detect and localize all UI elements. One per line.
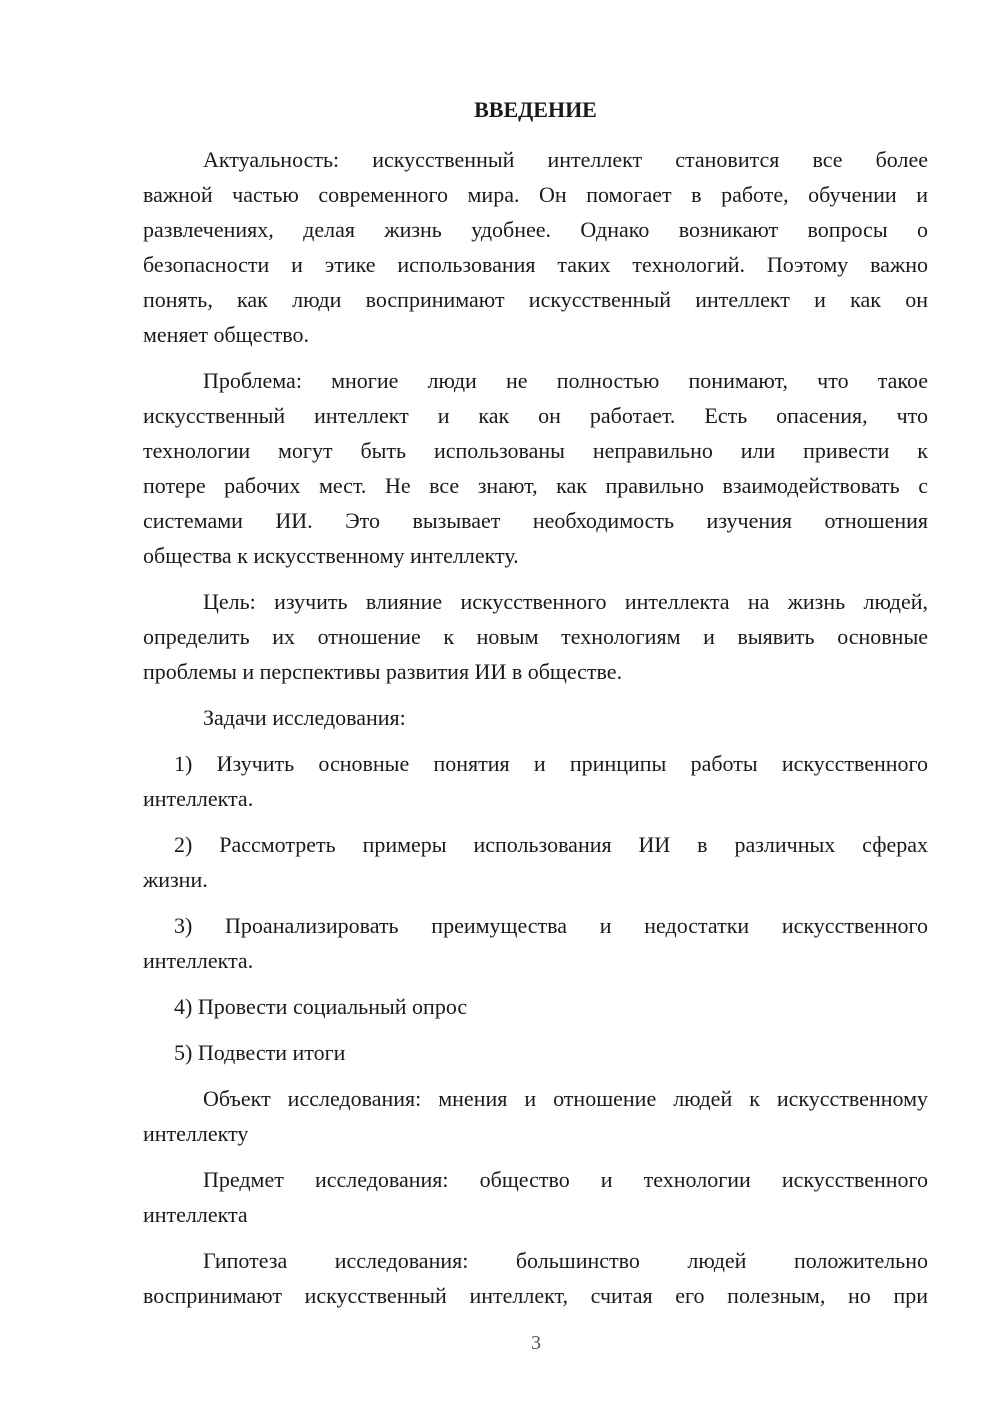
text-line: Цель: изучить влияние искусственного интеллекта на жизнь людей,	[203, 589, 928, 614]
text-line: искусственный интеллект и как он работает. Есть опасения, что	[143, 403, 928, 428]
text-line: меняет общество.	[143, 322, 310, 347]
text-line: развлечениях, делая жизнь удобнее. Однако возникают вопросы о	[143, 217, 928, 242]
text-line: системами ИИ. Это вызывает необходимость изучения отношения	[143, 508, 928, 533]
text-line: определить их отношение к новым технологиям и выявить основные	[143, 624, 928, 649]
text-line: воспринимают искусственный интеллект, считая его полезным, но при	[143, 1283, 928, 1308]
text-line: Задачи исследования:	[203, 705, 406, 730]
text-line: интеллекта.	[143, 948, 254, 973]
task-item-3	[143, 908, 928, 978]
document-page	[143, 92, 928, 1324]
subject-paragraph	[143, 1162, 928, 1232]
text-line: Проблема: многие люди не полностью понимают, что такое	[203, 368, 928, 393]
text-line: потере рабочих мест. Не все знают, как правильно взаимодействовать с	[143, 473, 928, 498]
text-line: Гипотеза исследования: большинство людей положительно	[203, 1248, 928, 1273]
tasks-heading	[143, 700, 928, 735]
text-line: общества к искусственному интеллекту.	[143, 543, 519, 568]
text-line: 4) Провести социальный опрос	[174, 994, 468, 1019]
text-line: жизни.	[143, 867, 208, 892]
text-line: 2) Рассмотреть примеры использования ИИ в различных сферах	[174, 832, 928, 857]
text-line: Объект исследования: мнения и отношение людей к искусственному	[203, 1086, 928, 1111]
page-number: 3	[531, 1332, 541, 1354]
page-title: ВВЕДЕНИЕ	[474, 97, 597, 122]
text-line: Предмет исследования: общество и технологии искусственного	[203, 1167, 928, 1192]
text-line: безопасности и этике использования таких технологий. Поэтому важно	[143, 252, 928, 277]
text-line: понять, как люди воспринимают искусственный интеллект и как он	[143, 287, 928, 312]
relevance-paragraph	[143, 142, 928, 352]
task-item-5	[143, 1035, 928, 1070]
text-line: важной частью современного мира. Он помогает в работе, обучении и	[143, 182, 928, 207]
object-paragraph	[143, 1081, 928, 1151]
hypothesis-paragraph	[143, 1243, 928, 1313]
text-line: технологии могут быть использованы неправильно или привести к	[143, 438, 928, 463]
text-line: Актуальность: искусственный интеллект становится все более	[203, 147, 928, 172]
task-item-4	[143, 989, 928, 1024]
text-line: проблемы и перспективы развития ИИ в обществе.	[143, 659, 623, 684]
problem-paragraph	[143, 363, 928, 573]
document-body	[143, 142, 928, 1313]
text-line: 5) Подвести итоги	[174, 1040, 346, 1065]
task-item-1	[143, 746, 928, 816]
task-item-2	[143, 827, 928, 897]
text-line: интеллекта.	[143, 786, 254, 811]
goal-paragraph	[143, 584, 928, 689]
text-line: интеллекту	[143, 1121, 249, 1146]
text-line: интеллекта	[143, 1202, 248, 1227]
text-line: 1) Изучить основные понятия и принципы работы искусственного	[174, 751, 928, 776]
text-line: 3) Проанализировать преимущества и недостатки искусственного	[174, 913, 928, 938]
